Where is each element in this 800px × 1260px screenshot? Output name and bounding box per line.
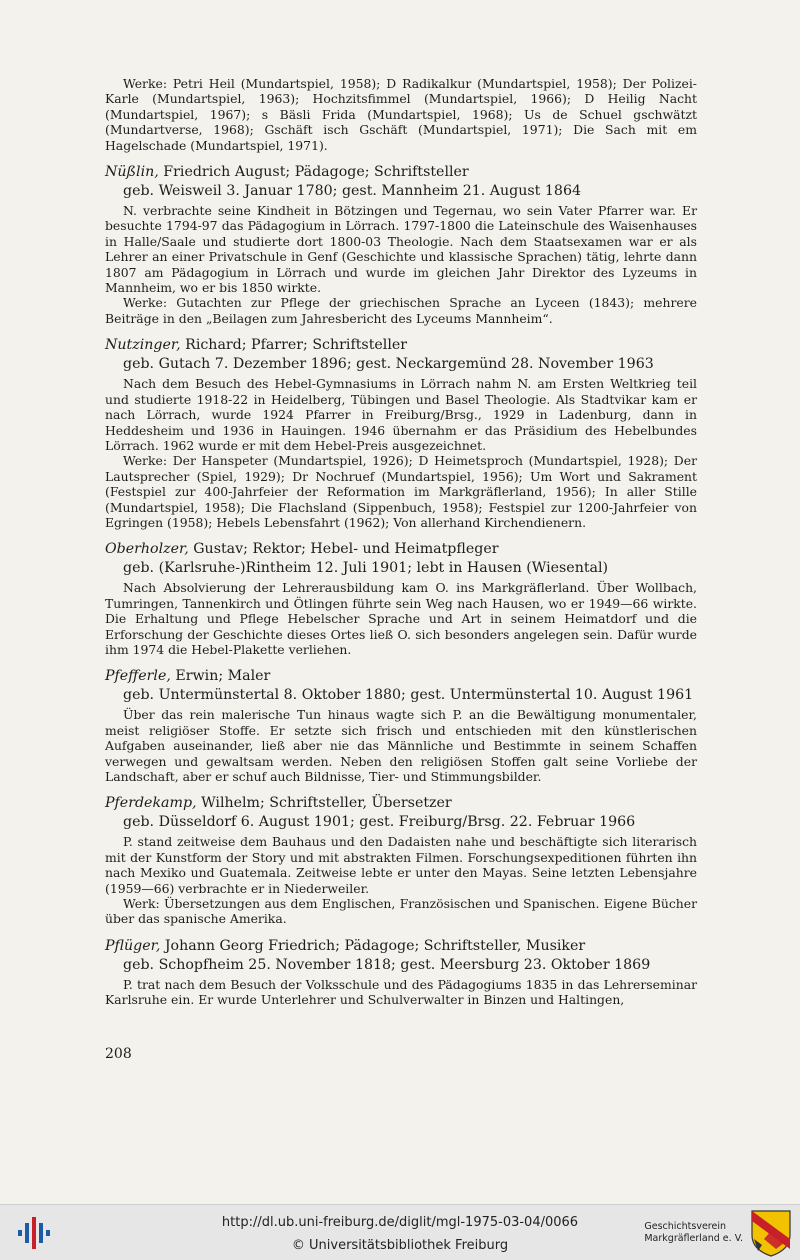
entry-name: Pflüger, bbox=[105, 937, 161, 954]
footer-organization[interactable] bbox=[644, 1221, 743, 1245]
org-line-2: Markgräflerland e. V. bbox=[644, 1233, 743, 1244]
entry-bio: P. trat nach dem Besuch der Volksschule und des Pädagogiums 1835 in das Lehrerseminar Karlsruhe ein. Er wurde Unterlehrer und Schulverwalter in Binzen und Haltingen, bbox=[105, 976, 697, 1008]
entry-bio: P. stand zeitweise dem Bauhaus und den Dadaisten nahe und beschäftigte sich literarisch mit der Kunstform der Story und mit abstrakten Filmen. Forschungsexpeditionen führten ihn nach Mexiko und Guatemala. Zeitweise lebte er unter den Mayas. Seine letzten Lebensjahre (1959—66) verbrachte er in Niederweiler. bbox=[105, 834, 697, 896]
entry-heading bbox=[105, 667, 697, 686]
footer-url-link[interactable]: http://dl.ub.uni-freiburg.de/diglit/mgl-1975-03-04/0066 bbox=[221, 1215, 579, 1230]
entry-heading bbox=[105, 794, 697, 813]
entry-pfefferle bbox=[105, 667, 697, 784]
footer-bar bbox=[0, 1204, 800, 1260]
entry-heading bbox=[105, 937, 697, 956]
entry-heading bbox=[105, 163, 697, 182]
entry-dates: geb. (Karlsruhe-)Rintheim 12. Juli 1901; lebt in Hausen (Wiesental) bbox=[123, 560, 609, 577]
entry-dates: geb. Gutach 7. Dezember 1896; gest. Neckargemünd 28. November 1963 bbox=[123, 356, 654, 373]
entry-dates: geb. Untermünstertal 8. Oktober 1880; gest. Untermünstertal 10. August 1961 bbox=[123, 687, 694, 704]
entry-dates: geb. Weisweil 3. Januar 1780; gest. Mannheim 21. August 1864 bbox=[123, 183, 582, 200]
entry-name: Nüßlin, bbox=[105, 164, 159, 181]
entry-oberholzer bbox=[105, 540, 697, 657]
entry-works: Werke: Gutachten zur Pflege der griechischen Sprache an Lyceen (1843); mehrere Beiträge in den „Beilagen zum Jahresbericht des Lyceums Mannheim“. bbox=[105, 295, 697, 326]
entry-works: Werke: Der Hanspeter (Mundartspiel, 1926); D Heimetsproch (Mundartspiel, 1928); Der Lautsprecher (Spiel, 1929); Dr Nochruef (Mundartspiel, 1956); Um Wort und Sakrament (Festspiel zur 400-Jahrfeier der Reformation im Markgräflerland, 1956); In aller Stille (Mundartspiel, 1958); Die Flachsland (Sippenbuch, 1958); Festspiel zur 1200-Jahrfeier von Egringen (1958); Hebels Lebensfahrt (1962); Von allerhand Kirchendienern. bbox=[105, 453, 697, 530]
entry-works: Werk: Übersetzungen aus dem Englischen, Französischen und Spanischen. Eigene Bücher über das spanische Amerika. bbox=[105, 896, 697, 927]
entry-name: Pferdekamp, bbox=[105, 795, 197, 812]
intro-werke: Werke: Petri Heil (Mundartspiel, 1958); D Radikalkur (Mundartspiel, 1958); Der Polizei-Karle (Mundartspiel, 1963); Hochzitsfimmel (Mundartspiel, 1966); D Heilig Nacht (Mundartspiel, 1967); s Bäsli Frida (Mundartspiel, 1968); Us de Schuel gschwätzt (Mundartverse, 1968); Gschäft isch Gschäft (Mundartspiel, 1971); Die Sach mit em Hagelschade (Mundartspiel, 1971). bbox=[105, 76, 697, 153]
entry-dates: geb. Düsseldorf 6. August 1901; gest. Freiburg/Brsg. 22. Februar 1966 bbox=[123, 814, 636, 831]
footer-copyright: © Universitätsbibliothek Freiburg bbox=[291, 1238, 509, 1253]
entry-role: Johann Georg Friedrich; Pädagoge; Schriftsteller, Musiker bbox=[160, 937, 586, 954]
entry-nutzinger bbox=[105, 336, 697, 530]
entry-role: Richard; Pfarrer; Schriftsteller bbox=[180, 337, 408, 354]
entry-role: Friedrich August; Pädagoge; Schriftsteller bbox=[158, 164, 469, 181]
entry-heading bbox=[105, 540, 697, 559]
page-text bbox=[105, 76, 697, 1008]
entry-pflueger bbox=[105, 937, 697, 1008]
entry-role: Gustav; Rektor; Hebel- und Heimatpfleger bbox=[188, 541, 499, 558]
entry-pferdekamp bbox=[105, 794, 697, 926]
entry-bio: N. verbrachte seine Kindheit in Bötzingen und Tegernau, wo sein Vater Pfarrer war. Er besuchte 1794-97 das Pädagogium in Lörrach. 1797-1800 die Lateinschule des Waisenhauses in Halle/Saale und studierte dort 1800-03 Theologie. Nach dem Staatsexamen war er als Lehrer an einer Privatschule in Genf (Geschichte und klassische Sprachen) tätig, lehrte dann 1807 am Pädagogium in Lörrach und wurde im gleichen Jahr Direktor des Lyzeums in Mannheim, wo er bis 1850 wirkte. bbox=[105, 203, 697, 296]
entry-name: Pfefferle, bbox=[105, 668, 171, 685]
page-number: 208 bbox=[105, 1046, 132, 1062]
entry-bio: Nach dem Besuch des Hebel-Gymnasiums in Lörrach nahm N. am Ersten Weltkrieg teil und studierte 1918-22 in Heidelberg, Tübingen und Basel Theologie. Als Stadtvikar kam er nach Lörrach, wurde 1924 Pfarrer in Freiburg/Brsg., 1929 in Ladenburg, dann in Heddesheim und 1936 in Hauingen. 1946 übernahm er das Präsidium des Hebelbundes Lörrach. 1962 wurde er mit dem Hebel-Preis ausgezeichnet. bbox=[105, 376, 697, 453]
entry-role: Erwin; Maler bbox=[170, 668, 271, 685]
entry-bio: Über das rein malerische Tun hinaus wagte sich P. an die Bewältigung monumentaler, meist religiöser Stoffe. Er setzte sich frisch und entschieden mit den künstlerischen Aufgaben auseinander, ließ aber nie das Männliche und Bestimmte in seinem Schaffen verwegen und gewaltsam werden. Neben den religiösen Stoffen galt seine Vorliebe der Landschaft, aber er schuf auch Bildnisse, Tier- und Stimmungsbilder. bbox=[105, 707, 697, 784]
coat-of-arms-icon bbox=[750, 1209, 792, 1257]
org-line-1: Geschichtsverein bbox=[644, 1221, 726, 1232]
entry-nusslin bbox=[105, 163, 697, 326]
entry-role: Wilhelm; Schriftsteller, Übersetzer bbox=[196, 795, 452, 812]
entry-dates: geb. Schopfheim 25. November 1818; gest. Meersburg 23. Oktober 1869 bbox=[123, 956, 651, 973]
entry-name: Oberholzer, bbox=[105, 541, 189, 558]
entry-bio: Nach Absolvierung der Lehrerausbildung kam O. ins Markgräflerland. Über Wollbach, Tumringen, Tannenkirch und Ötlingen führte sein Weg nach Hausen, wo er 1949—66 wirkte. Die Erhaltung und Pflege Hebelscher Sprache und Art in seinem Heimatdorf und die Erforschung der Geschichte dieses Ortes ließ O. sich besonders angelegen sein. Dafür wurde ihm 1974 die Hebel-Plakette verliehen. bbox=[105, 580, 697, 657]
entry-name: Nutzinger, bbox=[105, 337, 181, 354]
entry-heading bbox=[105, 336, 697, 355]
